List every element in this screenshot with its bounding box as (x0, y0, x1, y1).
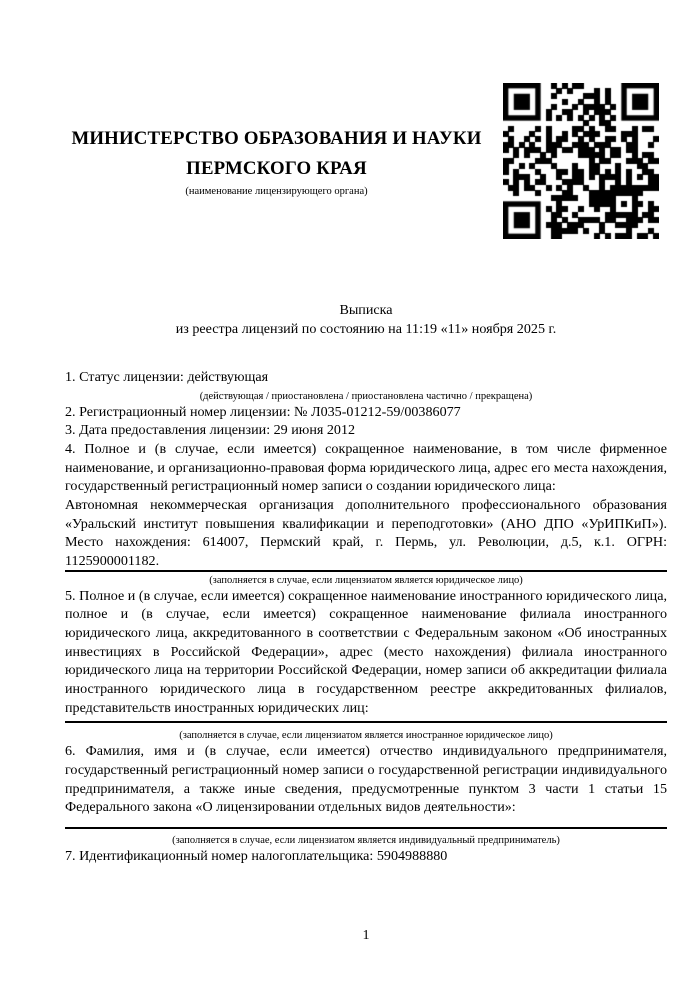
item-5-clause: 5. Полное и (в случае, если имеется) сокращенное наименование иностранного юридического лица, полное и (в случае, если имеется) сокращенное наименование филиала иностранного юридического лица, аккредитованного в соответствии с Федеральным законом «Об иностранных инвестициях в Российской Федерации», адрес (место нахождения) филиала иностранного юридического лица на территории Российской Федерации, номер записи об аккредитации филиала иностранного юридического лица в государственном реестре аккредитованных филиалов, представительств иностранных юридических лиц: (65, 587, 667, 716)
ministry-name-line1: МИНИСТЕРСТВО ОБРАЗОВАНИЯ И НАУКИ (71, 128, 482, 149)
item-1-license-status: 1. Статус лицензии: действующая (65, 369, 269, 385)
page-number: 1 (362, 927, 370, 943)
document-title (65, 301, 667, 338)
document-body (65, 368, 667, 866)
ministry-name-line2: ПЕРМСКОГО КРАЯ (186, 158, 367, 179)
item-6-field-underline (65, 827, 667, 829)
ministry-caption: (наименование лицензирующего органа) (185, 186, 368, 197)
item-4-caption: (заполняется в случае, если лицензиатом является юридическое лицо) (209, 574, 523, 586)
item-5-caption: (заполняется в случае, если лицензиатом является иностранное юридическое лицо) (179, 730, 553, 742)
item-6-caption: (заполняется в случае, если лицензиатом является индивидуальный предприниматель) (172, 835, 560, 847)
item-3-license-date: 3. Дата предоставления лицензии: 29 июня 2012 (65, 422, 356, 439)
item-6-clause: 6. Фамилия, имя и (в случае, если имеется) отчество индивидуального предпринимателя, государственный регистрационный номер записи о государственной регистрации индивидуального предпринимателя, а также иные сведения, предусмотренные пунктом 3 части 1 статьи 15 Федерального закона «О лицензировании отдельных видов деятельности»: (65, 743, 667, 816)
item-2-registration-number: 2. Регистрационный номер лицензии: № Л035-01212-59/00386077 (65, 403, 461, 420)
item-5-field-underline (65, 721, 667, 723)
item-1-caption: (действующая / приостановлена / приостановлена частично / прекращена) (199, 390, 533, 402)
ministry-header (65, 124, 488, 198)
doc-title-line2: из реестра лицензий по состоянию на 11:19 «11» ноября 2025 г. (175, 320, 557, 337)
item-4-value: Автономная некоммерческая организация дополнительного профессионального образования «Уральский институт повышения квалификации и переподготовки» (АНО ДПО «УрИПКиП»). Место нахождения: 614007, Пермский край, г. Пермь, ул. Революции, д.5, к.1. ОГРН: 1125900001182. (65, 497, 667, 570)
item-7-taxpayer-number: 7. Идентификационный номер налогоплательщика: 5904988880 (65, 848, 448, 865)
qr-code-icon (503, 83, 659, 239)
doc-title-line1: Выписка (339, 302, 393, 318)
item-4-clause: 4. Полное и (в случае, если имеется) сокращенное наименование, в том числе фирменное наименование, и организационно-правовая форма юридического лица, адрес его места нахождения, государственный регистрационный номер записи о создании юридического лица: (65, 441, 667, 495)
